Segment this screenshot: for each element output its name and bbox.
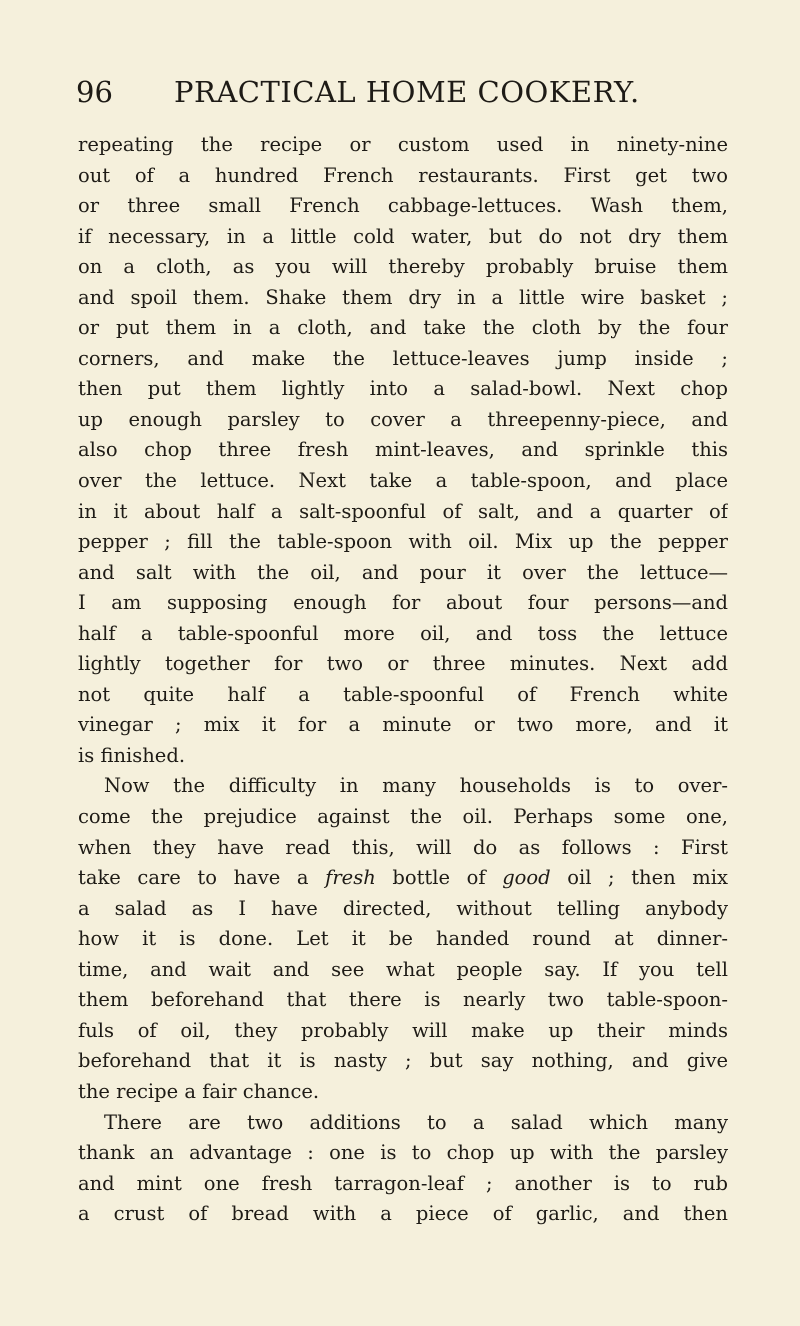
text-line: and spoil them. Shake them dry in a little wire basket ; — [78, 285, 728, 309]
text-line: the recipe a fair chance. — [78, 1079, 320, 1103]
text-line: up enough parsley to cover a threepenny-piece, and — [78, 407, 728, 431]
emphasis-good: good — [502, 866, 551, 890]
text-line: repeating the recipe or custom used in ninety-nine — [78, 133, 728, 156]
emphasis-fresh: fresh — [325, 866, 376, 890]
text-line: and mint one fresh tarragon-leaf ; another is to rub — [78, 1171, 728, 1195]
running-title: PRACTICAL HOME COOKERY. — [174, 75, 640, 109]
text-line: not quite half a table-spoonful of French white — [78, 682, 728, 706]
text-segment: bottle of — [375, 866, 503, 890]
text-line: if necessary, in a little cold water, but do not dry them — [78, 224, 728, 248]
text-line: on a cloth, as you will thereby probably bruise them — [78, 255, 728, 279]
text-line: half a table-spoonful more oil, and toss the lettuce — [78, 621, 728, 645]
text-line: then put them lightly into a salad-bowl. Next chop — [78, 377, 728, 401]
text-line: out of a hundred French restaurants. First get two — [78, 163, 728, 187]
text-line: how it is done. Let it be handed round at dinner- — [78, 927, 728, 951]
text-line: lightly together for two or three minutes. Next add — [78, 652, 728, 676]
page-header — [76, 70, 726, 114]
body-text — [78, 130, 728, 1230]
text-line: time, and wait and see what people say. If you tell — [78, 957, 728, 981]
text-line: over the lettuce. Next take a table-spoon, and place — [78, 469, 728, 493]
page-number: 96 — [76, 75, 113, 109]
text-line: a crust of bread with a piece of garlic, and then — [78, 1202, 728, 1226]
text-line: also chop three fresh mint-leaves, and sprinkle this — [78, 438, 728, 462]
text-line: pepper ; fill the table-spoon with oil. Mix up the pepper — [78, 530, 728, 554]
text-line: or three small French cabbage-lettuces. Wash them, — [78, 194, 728, 218]
text-line: fuls of oil, they probably will make up their minds — [78, 1018, 728, 1042]
text-line: when they have read this, will do as follows : First — [78, 835, 728, 859]
text-line-with-emphasis — [78, 863, 728, 894]
text-line: thank an advantage : one is to chop up with the parsley — [78, 1141, 728, 1165]
text-line: or put them in a cloth, and take the cloth by the four — [78, 316, 728, 340]
text-line: come the prejudice against the oil. Perhaps some one, — [78, 805, 728, 829]
text-line: Now the difficulty in many households is to over- — [104, 774, 728, 798]
text-line: and salt with the oil, and pour it over the lettuce— — [78, 560, 728, 584]
text-line: a salad as I have directed, without telling anybody — [78, 896, 728, 920]
text-line: There are two additions to a salad which many — [104, 1110, 728, 1134]
text-line: in it about half a salt-spoonful of salt, and a quarter of — [78, 499, 728, 523]
text-line: corners, and make the lettuce-leaves jump inside ; — [78, 346, 728, 370]
text-segment: oil ; then mix — [550, 866, 728, 890]
text-line: is finished. — [78, 743, 186, 767]
text-line: I am supposing enough for about four persons—and — [78, 591, 728, 615]
text-line: beforehand that it is nasty ; but say nothing, and give — [78, 1049, 728, 1073]
text-segment: take care to have a — [78, 866, 326, 890]
text-line: them beforehand that there is nearly two table-spoon- — [78, 988, 728, 1012]
text-line: vinegar ; mix it for a minute or two more, and it — [78, 713, 728, 737]
